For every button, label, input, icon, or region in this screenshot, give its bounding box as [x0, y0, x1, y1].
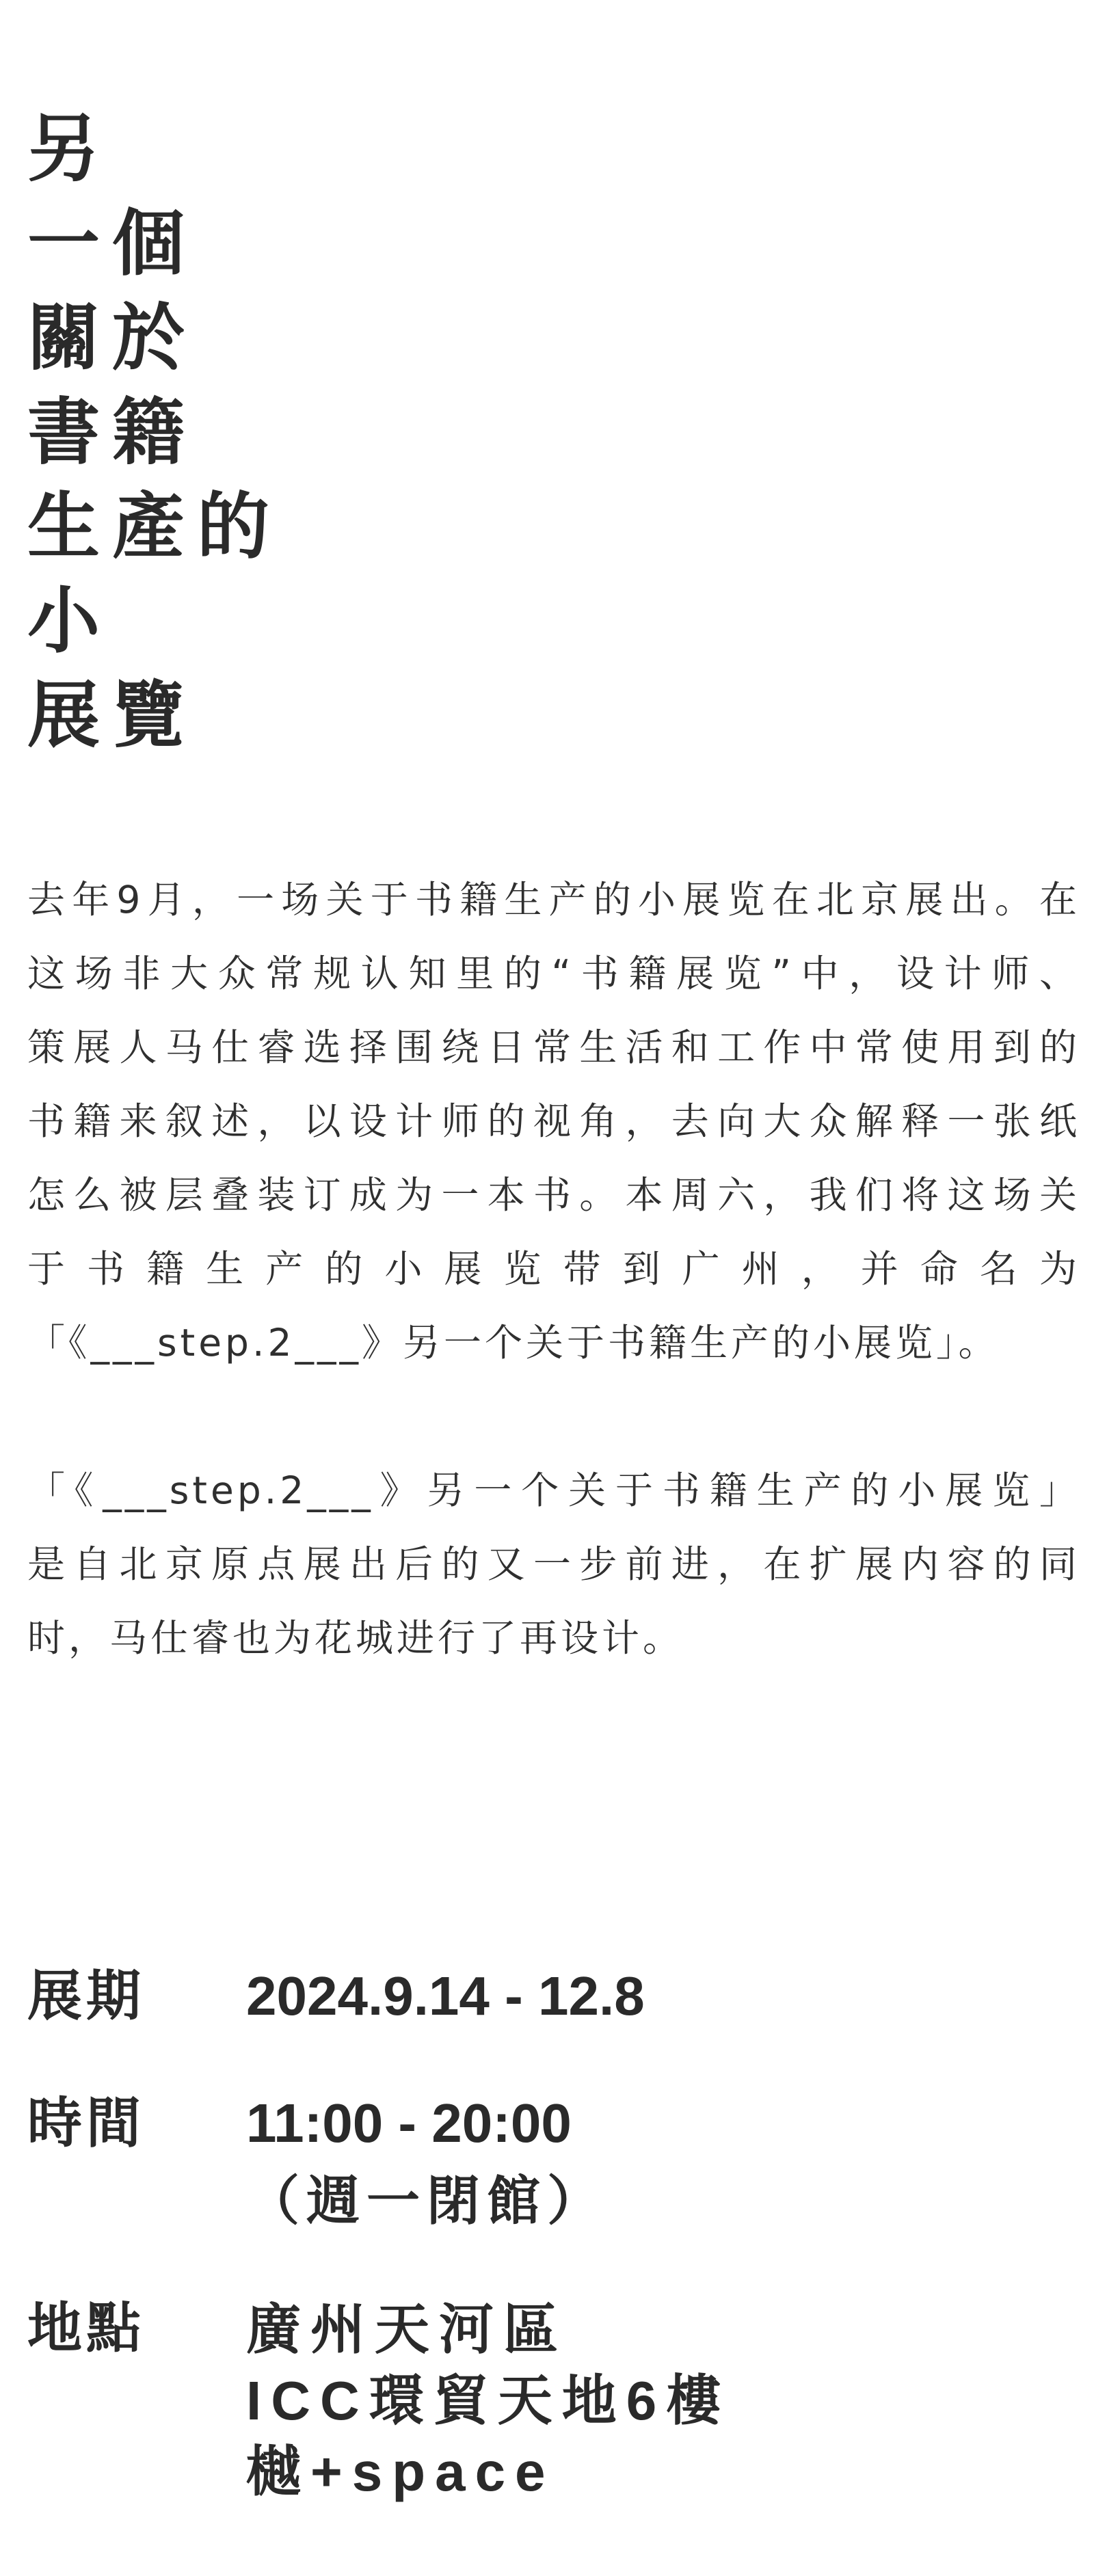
- place-value: [246, 2294, 730, 2508]
- exhibition-title: [27, 103, 282, 763]
- info-row-place: [27, 2294, 1080, 2508]
- title-line: 小: [27, 579, 112, 663]
- opening-hours: 11:00 - 20:00: [246, 2093, 572, 2154]
- closed-day-note: （週一閉館）: [246, 2171, 608, 2232]
- paragraph-line: 怎么被层叠装订成为一本书。本周六，我们将这场关: [27, 1173, 1080, 1217]
- title-line: 生產的: [27, 485, 282, 569]
- intro-paragraph-2: [27, 1453, 1080, 1675]
- place-label: 地點: [27, 2296, 145, 2360]
- title-line: 關於: [27, 296, 197, 380]
- paragraph-line: 时，马仕睿也为花城进行了再设计。: [27, 1616, 684, 1660]
- intro-section: [27, 863, 1080, 1675]
- paragraph-line: 「《___step.2___》另一个关于书籍生产的小展览」。: [27, 1321, 1000, 1365]
- paragraph-line: 这场非大众常规认知里的“书籍展览”中，设计师、: [27, 952, 1080, 995]
- paragraph-line: 是自北京原点展出后的又一步前进，在扩展内容的同: [27, 1542, 1080, 1586]
- address-line: ICC環貿天地6樓: [246, 2370, 731, 2431]
- time-label: 時間: [27, 2091, 145, 2155]
- info-row-time: [27, 2089, 1080, 2236]
- paragraph-line: 「《___step.2___》另一个关于书籍生产的小展览」: [27, 1468, 1080, 1512]
- title-line: 另: [27, 107, 112, 191]
- paragraph-line: 书籍来叙述，以设计师的视角，去向大众解释一张纸: [27, 1099, 1080, 1143]
- period-label: 展期: [27, 1964, 145, 2028]
- title-line: 展覽: [27, 673, 197, 757]
- info-row-period: [27, 1962, 1080, 2030]
- title-line: 一個: [27, 202, 197, 286]
- time-value: [246, 2089, 607, 2236]
- venue-name: 樾+space: [246, 2441, 555, 2502]
- address-line: 廣州天河區: [246, 2299, 568, 2360]
- period-value: [246, 1962, 645, 2030]
- period-dates: 2024.9.14 - 12.8: [246, 1965, 645, 2026]
- exhibition-info: [27, 1962, 1080, 2508]
- paragraph-line: 于书籍生产的小展览带到广州，并命名为: [27, 1247, 1080, 1291]
- paragraph-line: 去年9月，一场关于书籍生产的小展览在北京展出。在: [27, 878, 1080, 922]
- intro-paragraph-1: [27, 863, 1080, 1380]
- paragraph-line: 策展人马仕睿选择围绕日常生活和工作中常使用到的: [27, 1025, 1080, 1069]
- title-line: 書籍: [27, 390, 197, 474]
